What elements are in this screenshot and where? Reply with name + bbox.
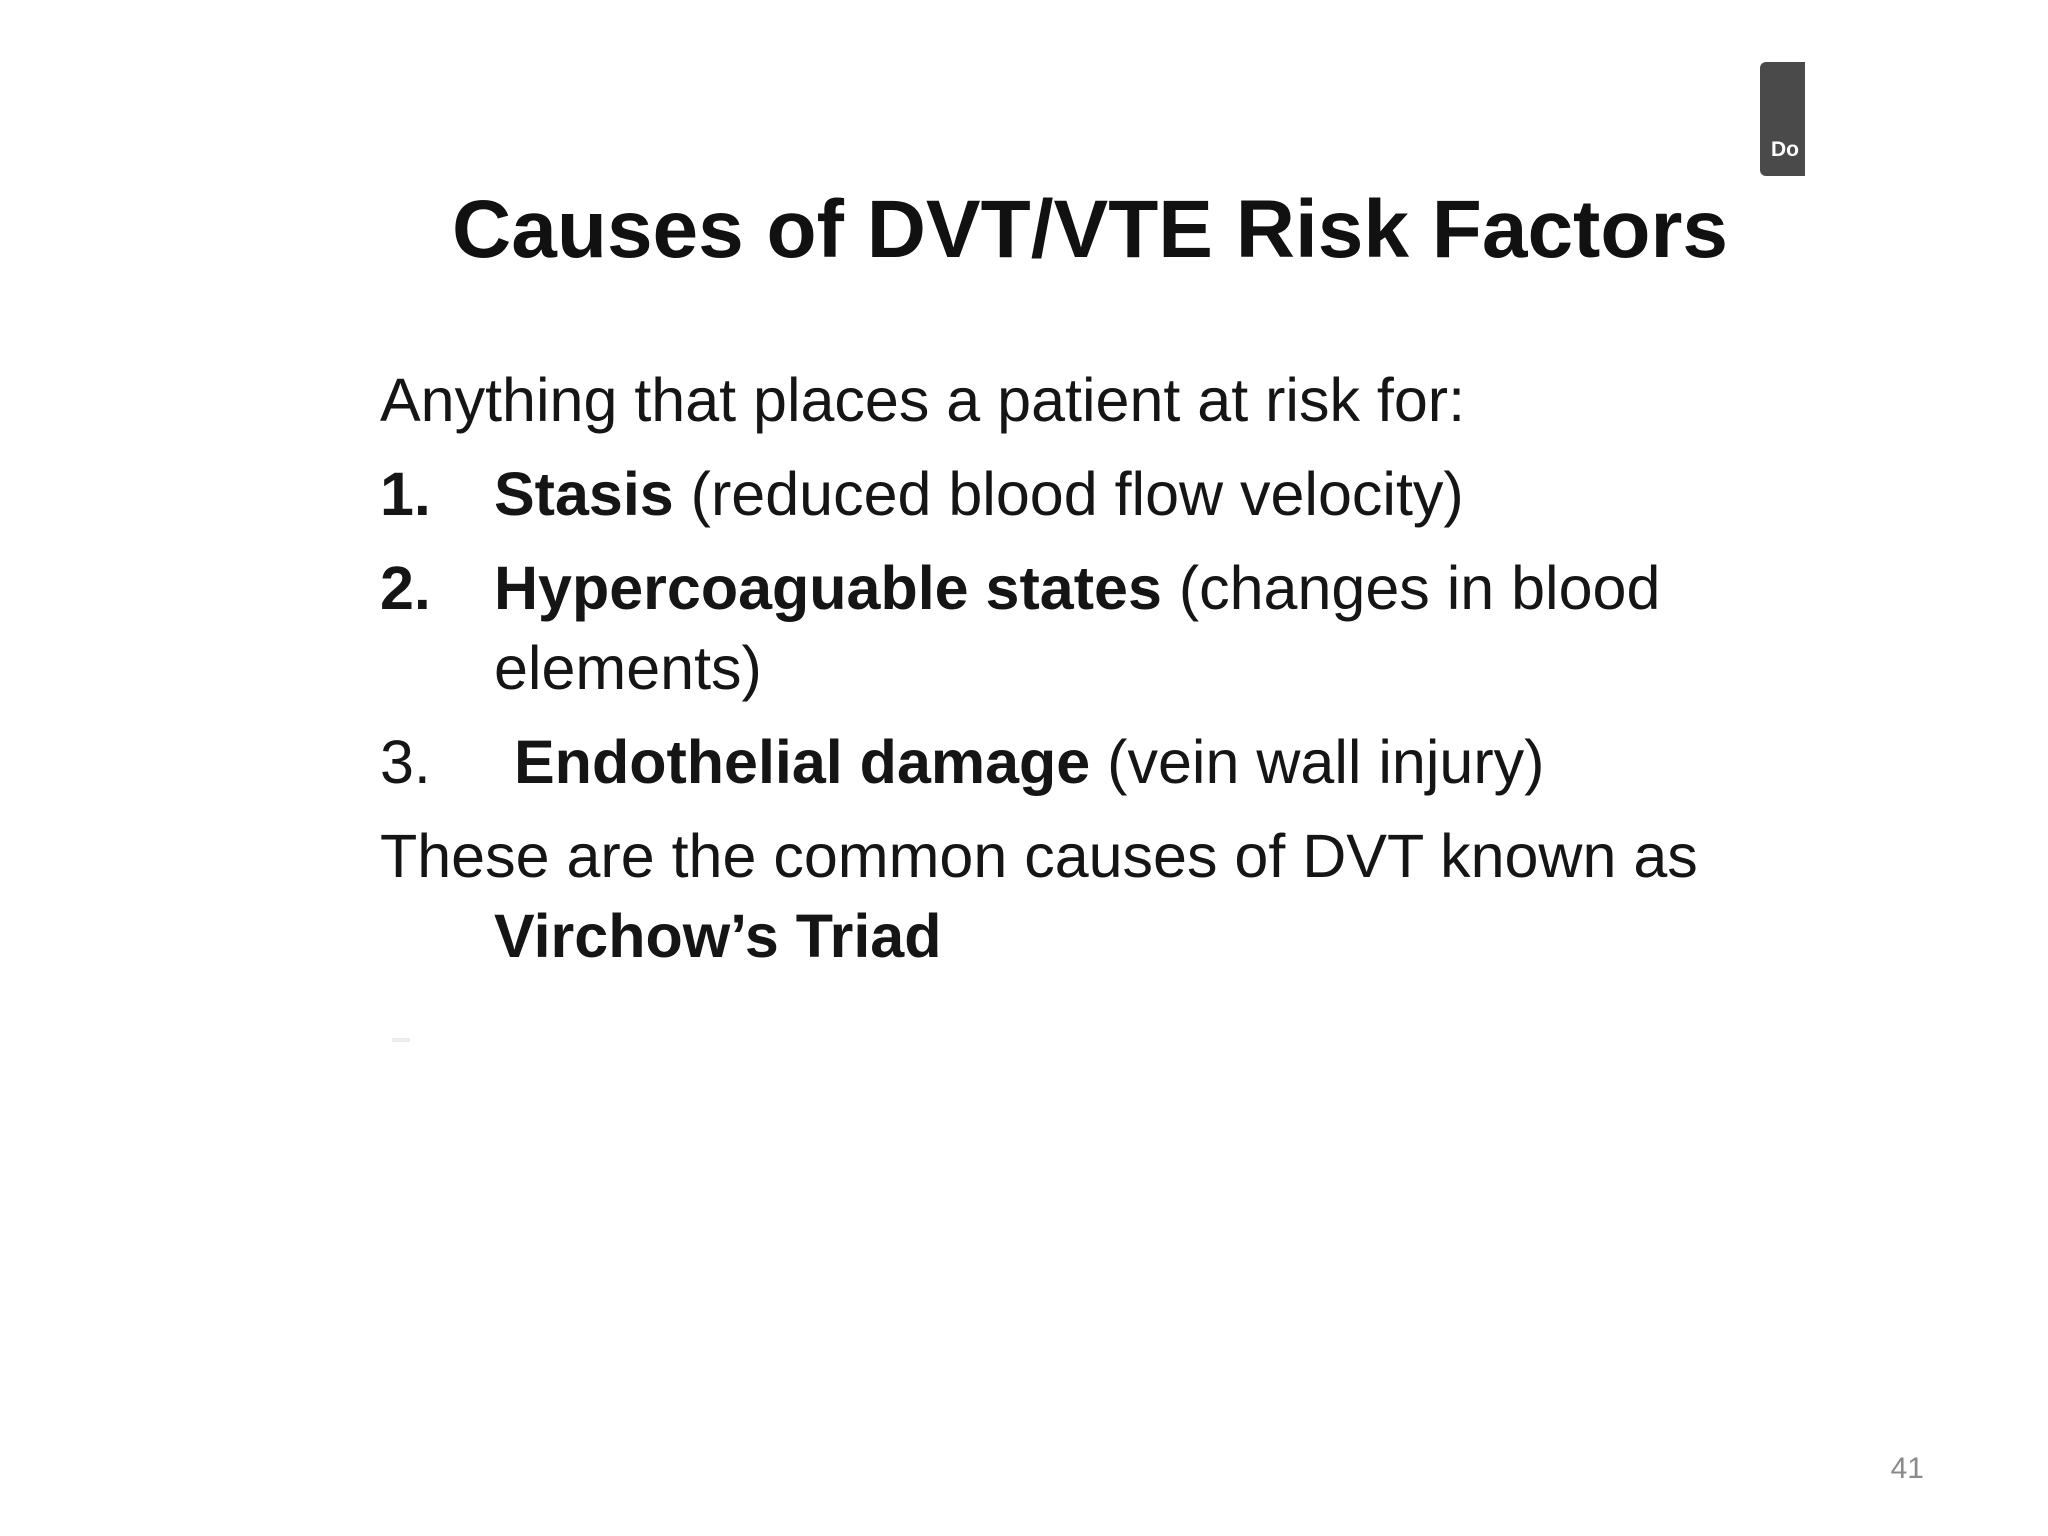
- list-item: [380, 454, 1800, 534]
- list-item-number: 1.: [380, 460, 431, 528]
- overlay-tab[interactable]: [1760, 62, 1805, 176]
- list-item-number: 2.: [380, 554, 431, 622]
- overlay-tab-label: Do: [1771, 138, 1799, 161]
- faint-mark: [392, 1038, 410, 1042]
- slide-body: [380, 360, 1800, 976]
- list-item: [380, 722, 1800, 802]
- list-item-number: 3.: [380, 728, 431, 796]
- intro-text: Anything that places a patient at risk for:: [380, 366, 1466, 434]
- list-item: [380, 548, 1800, 708]
- outro-text: [380, 816, 1800, 976]
- list-item-term: Hypercoaguable states: [494, 554, 1162, 622]
- page-number: 41: [1890, 1452, 1924, 1485]
- list-item-term: Endothelial damage: [514, 728, 1091, 796]
- list-item-content: [494, 454, 1800, 534]
- outro-text-main: These are the common causes of DVT known as: [380, 822, 1698, 890]
- list-item-detail: (reduced blood flow velocity): [673, 460, 1464, 528]
- list-item-detail: (vein wall injury): [1090, 728, 1545, 796]
- list-item-term: Stasis: [494, 460, 674, 528]
- slide-title: Causes of DVT/VTE Risk Factors: [452, 184, 1728, 275]
- list-item-content: [514, 722, 1800, 802]
- list-item-detail: (changes in blood elements): [494, 554, 1661, 702]
- list-item-content: [494, 548, 1800, 708]
- outro-term: Virchow’s Triad: [494, 902, 942, 970]
